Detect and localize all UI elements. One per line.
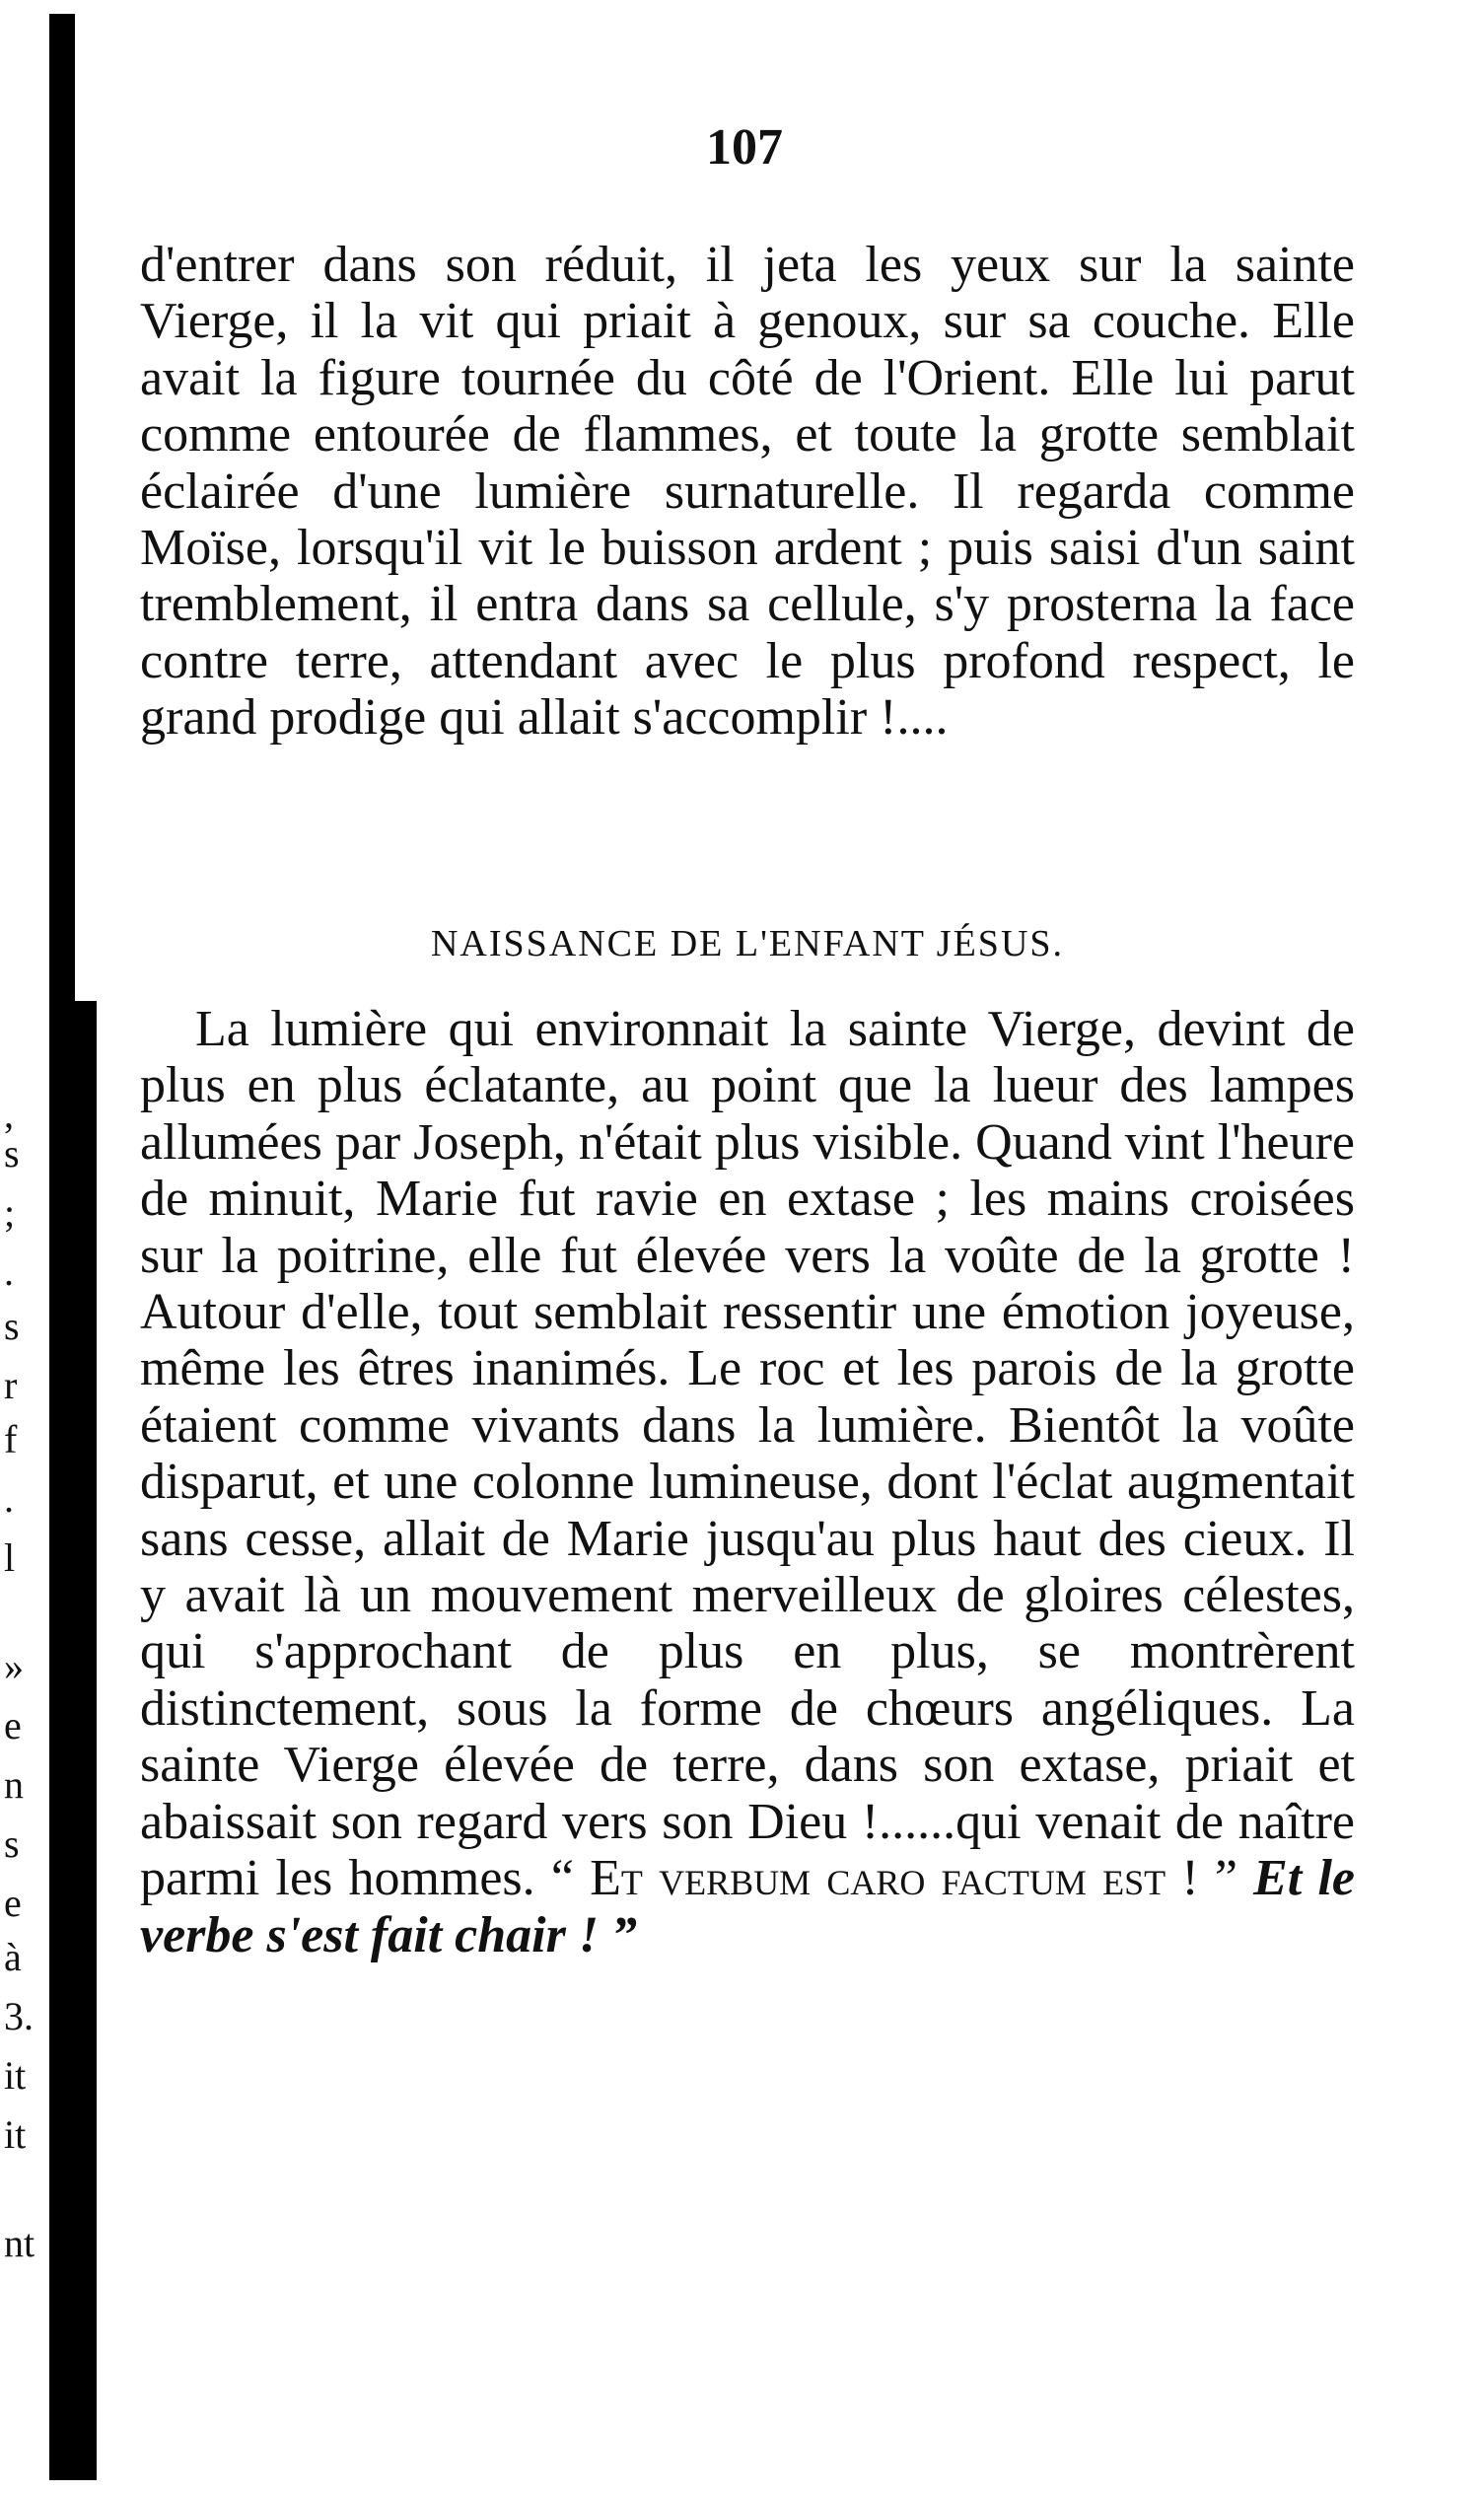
margin-fragment: » [4, 1644, 24, 1688]
page-number: 107 [706, 119, 783, 176]
margin-fragment: it [4, 2053, 27, 2098]
margin-fragment: s [4, 1821, 20, 1866]
margin-fragment: nt [4, 2221, 35, 2265]
margin-fragment: . [4, 1249, 14, 1294]
margin-fragment: n [4, 1762, 24, 1807]
margin-fragment: it [4, 2112, 27, 2157]
italic-translation: Et le verbe s'est fait chair ! ” [140, 1850, 1355, 1963]
facing-page-fragments [0, 1092, 39, 2475]
paragraph [140, 1001, 1355, 1963]
margin-fragment: e [4, 1703, 22, 1747]
margin-fragment: e [4, 1881, 22, 1925]
section-heading: NAISSANCE DE L'ENFANT JÉSUS. [430, 923, 1065, 964]
margin-fragment: f [4, 1417, 18, 1461]
margin-fragment: l [4, 1535, 16, 1580]
paragraph: d'entrer dans son réduit, il jeta les yeux sur la sainte Vierge, il la vit qui priait à genoux, sur sa couche. Elle avait la figure tournée du côté de l'Orient. Elle lui parut comme entourée de flammes, et toute la grotte semblait éclairée d'une lumière surnaturelle. Il regarda comme Moïse, lorsqu'il vit le buisson ardent ; puis saisi d'un saint tremblement, il entra dans sa cellule, s'y prosterna la face contre terre, attendant avec le plus profond respect, le grand prodige qui allait s'accomplir !.... [140, 237, 1355, 747]
margin-fragment: r [4, 1363, 18, 1407]
margin-fragment: s [4, 1131, 20, 1176]
margin-fragment: . [4, 1476, 14, 1521]
margin-fragment: 3. [4, 1994, 34, 2038]
paragraph-text: La lumière qui environnait la sainte Vierge, devint de plus en plus éclatante, au point que la lueur des lampes allumées par Joseph, n'était plus visible. Quand vint l'heure de minuit, Marie fut ravie en extase ; les mains croisées sur la poitrine, elle fut élevée vers la voûte de la grotte ! Autour d'elle, tout semblait ressentir une émotion joyeuse, même les êtres inanimés. Le roc et les parois de la grotte étaient comme vivants dans la lumière. Bientôt la voûte disparut, et une colonne lumineuse, dont l'éclat augmentait sans cesse, allait de Marie jusqu'au plus haut des cieux. Il y avait là un mouvement merveilleux de gloires célestes, qui s'approchant de plus en plus, se montrèrent distinctement, sous la forme de chœurs angéliques. La sainte Vierge élevée de terre, dans son extase, priait et abaissait son regard vers son Dieu !......qui venait de naître parmi les hommes. [140, 1001, 1355, 1907]
text-block-bottom [140, 1001, 1355, 1963]
margin-fragment: , [4, 1092, 14, 1136]
margin-fragment: s [4, 1304, 20, 1348]
latin-quote: “ Et verbum caro factum est ! ” [550, 1850, 1237, 1907]
margin-fragment: ; [4, 1190, 16, 1235]
text-block-top [140, 237, 1355, 747]
binding-edge-lower [49, 1001, 97, 2480]
margin-fragment: à [4, 1935, 22, 1979]
